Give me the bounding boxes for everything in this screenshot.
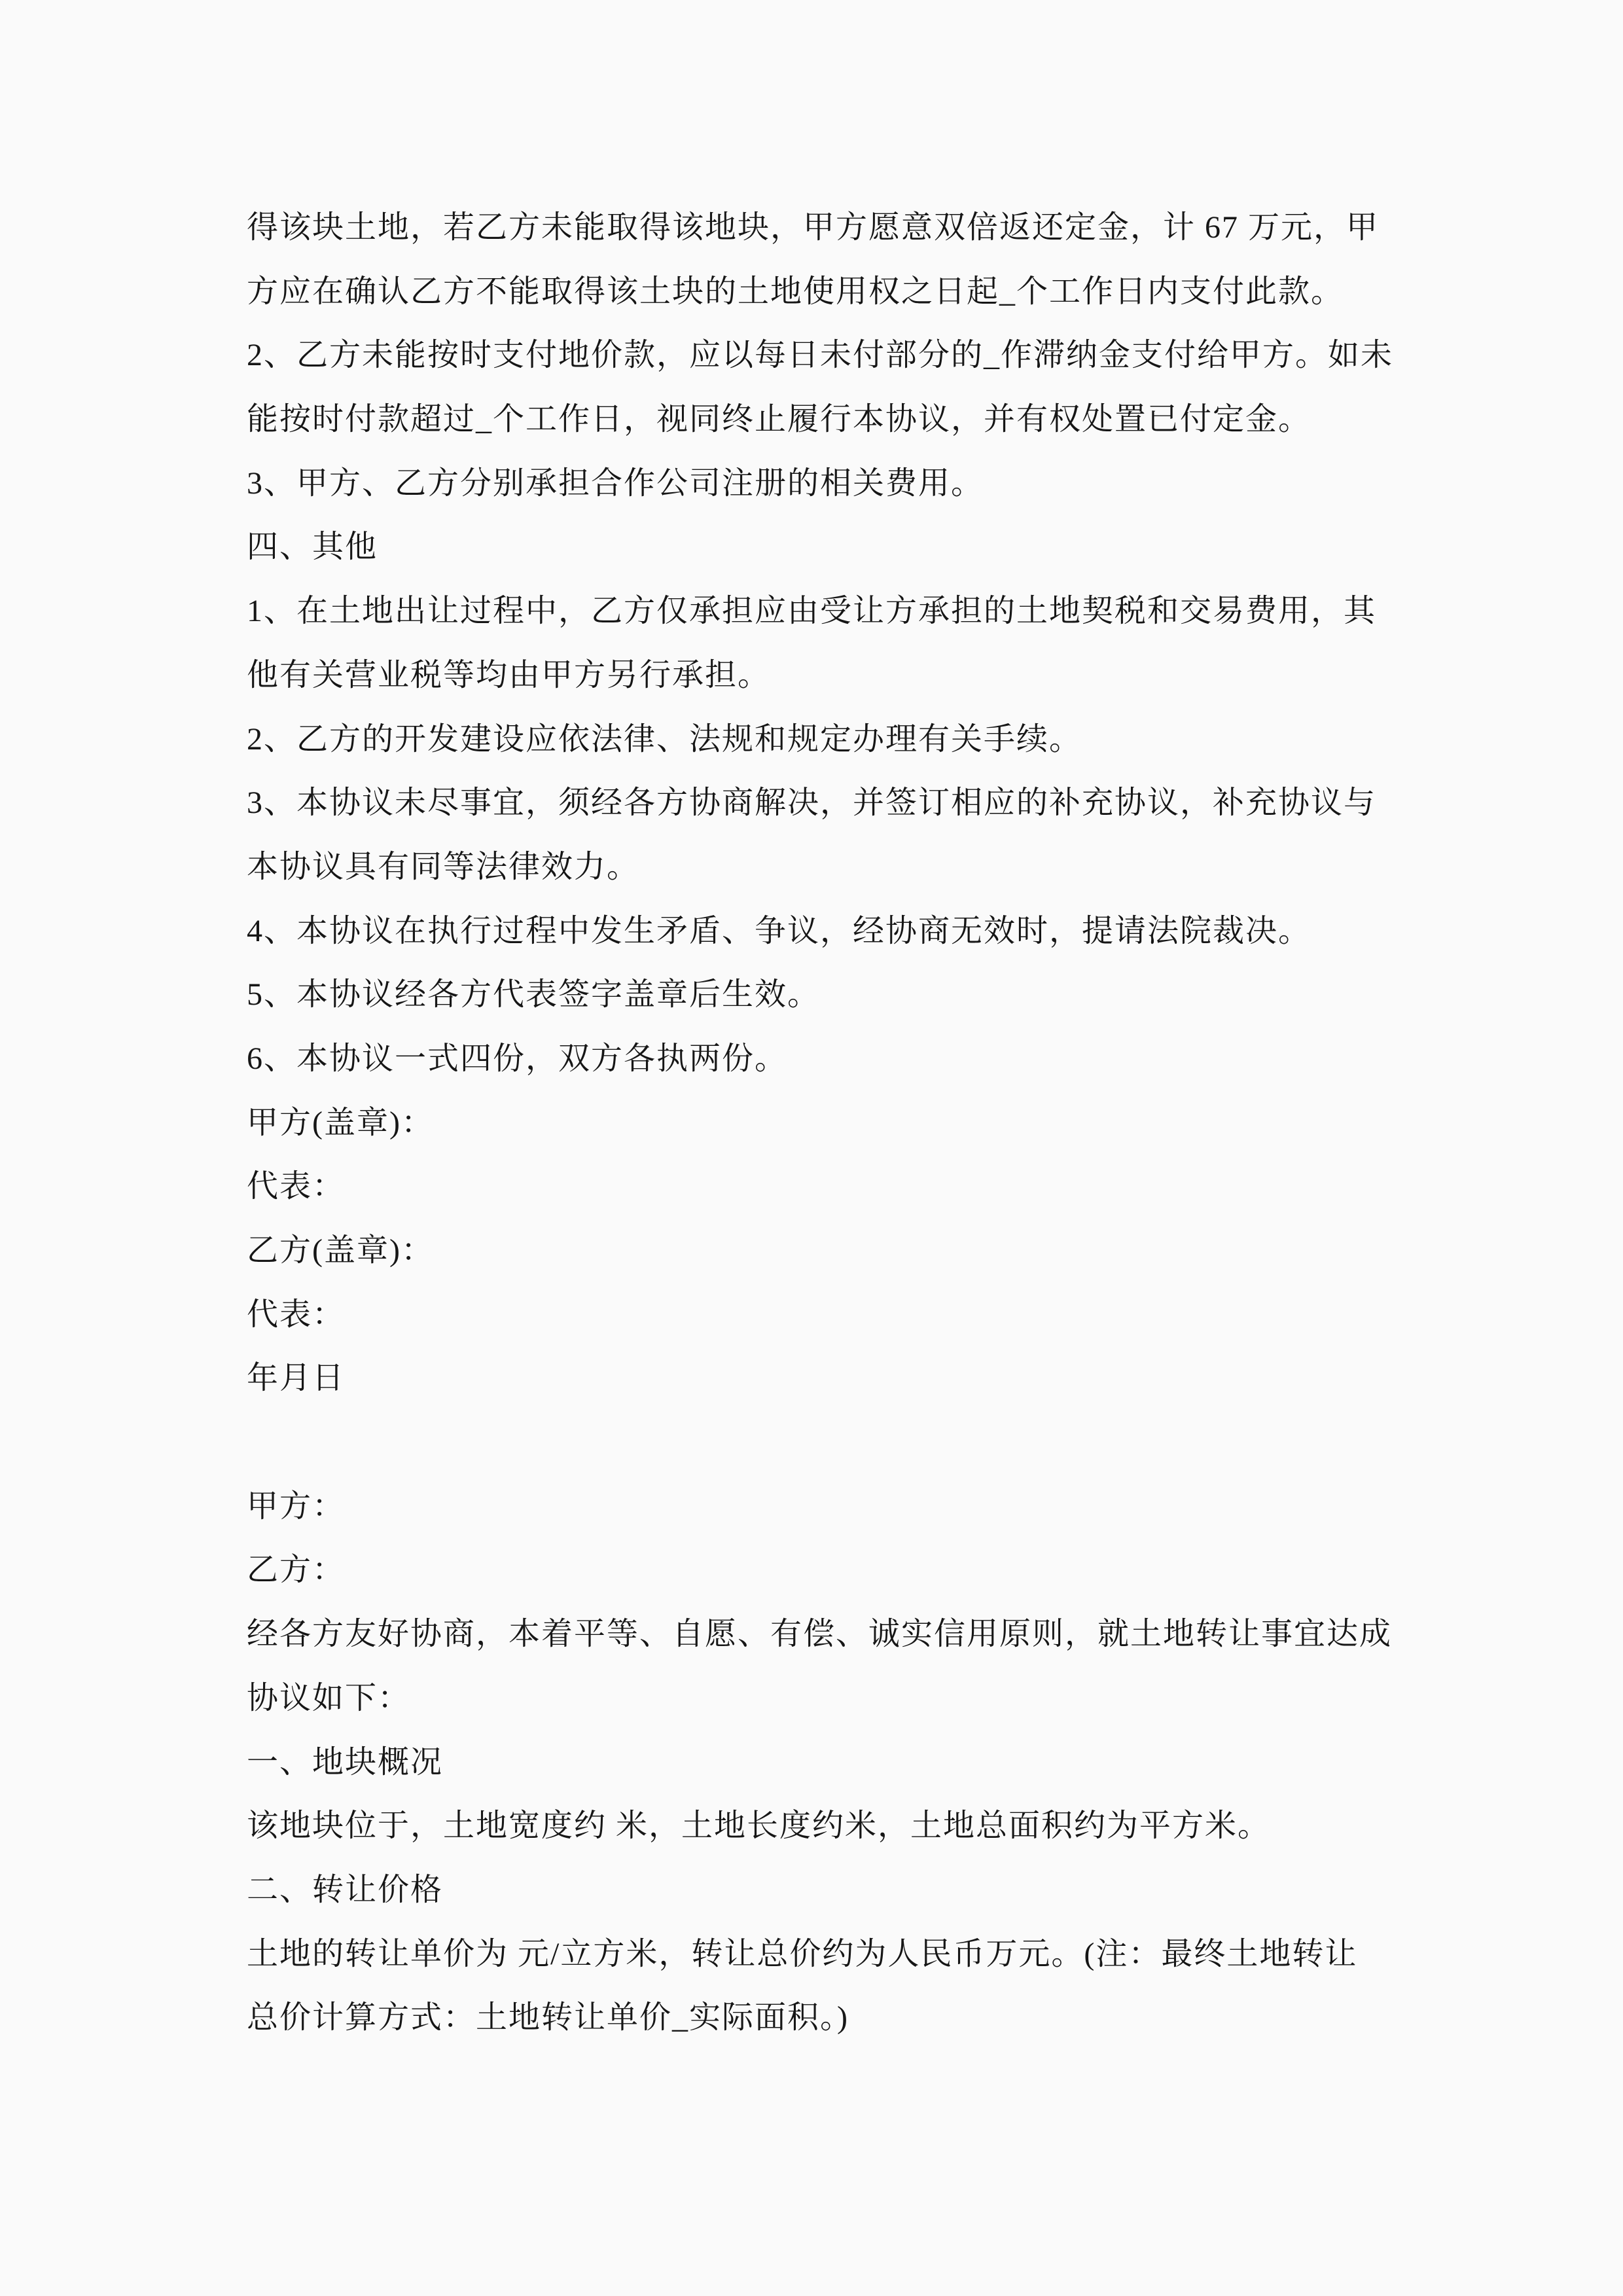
contract-line: 5、本协议经各方代表签字盖章后生效。	[247, 977, 821, 1013]
contract-line: 2、乙方的开发建设应依法律、法规和规定办理有关手续。	[247, 721, 1082, 757]
contract-line: 得该块土地，若乙方未能取得该地块，甲方愿意双倍返还定金，计 67 万元，甲	[247, 210, 1380, 245]
contract-line: 总价计算方式：土地转让单价_实际面积。)	[247, 2000, 849, 2036]
contract-line: 能按时付款超过_个工作日，视同终止履行本协议，并有权处置已付定金。	[247, 402, 1311, 437]
contract-text-block	[247, 196, 1399, 2050]
contract-line: 协议如下：	[247, 1680, 411, 1715]
signature-label-party-b: 乙方(盖章)：	[247, 1233, 434, 1268]
contract-line: 3、本协议未尽事宜，须经各方协商解决，并签订相应的补充协议，补充协议与	[247, 785, 1377, 821]
party-b-label: 乙方：	[247, 1552, 346, 1588]
signature-date-line: 年月日	[247, 1361, 346, 1396]
contract-section-heading: 四、其他	[247, 529, 378, 565]
contract-line: 3、甲方、乙方分别承担合作公司注册的相关费用。	[247, 465, 984, 501]
signature-label-party-a: 甲方(盖章)：	[247, 1105, 434, 1140]
contract-line: 4、本协议在执行过程中发生矛盾、争议，经协商无效时，提请法院裁决。	[247, 913, 1311, 948]
contract-line: 他有关营业税等均由甲方另行承担。	[247, 657, 771, 692]
signature-label-representative: 代表：	[247, 1297, 346, 1332]
contract-line: 本协议具有同等法律效力。	[247, 849, 640, 884]
contract-section-heading: 二、转让价格	[247, 1872, 444, 1907]
contract-line: 该地块位于，土地宽度约 米，土地长度约米，土地总面积约为平方米。	[247, 1808, 1271, 1844]
contract-line: 2、乙方未能按时支付地价款，应以每日未付部分的_作滞纳金支付给甲方。如未	[247, 338, 1394, 373]
party-a-label: 甲方：	[247, 1488, 346, 1524]
contract-line: 土地的转让单价为 元/立方米，转让总价约为人民币万元。(注：最终土地转让	[247, 1936, 1358, 1971]
contract-line: 方应在确认乙方不能取得该土块的土地使用权之日起_个工作日内支付此款。	[247, 274, 1344, 309]
signature-label-representative: 代表：	[247, 1169, 346, 1204]
contract-line: 经各方友好协商，本着平等、自愿、有偿、诚实信用原则，就土地转让事宜达成	[247, 1617, 1393, 1652]
contract-section-heading: 一、地块概况	[247, 1744, 444, 1780]
contract-line: 6、本协议一式四份，双方各执两份。	[247, 1041, 788, 1076]
contract-line: 1、在土地出让过程中，乙方仅承担应由受让方承担的土地契税和交易费用，其	[247, 594, 1377, 629]
blank-line	[247, 1410, 1399, 1475]
